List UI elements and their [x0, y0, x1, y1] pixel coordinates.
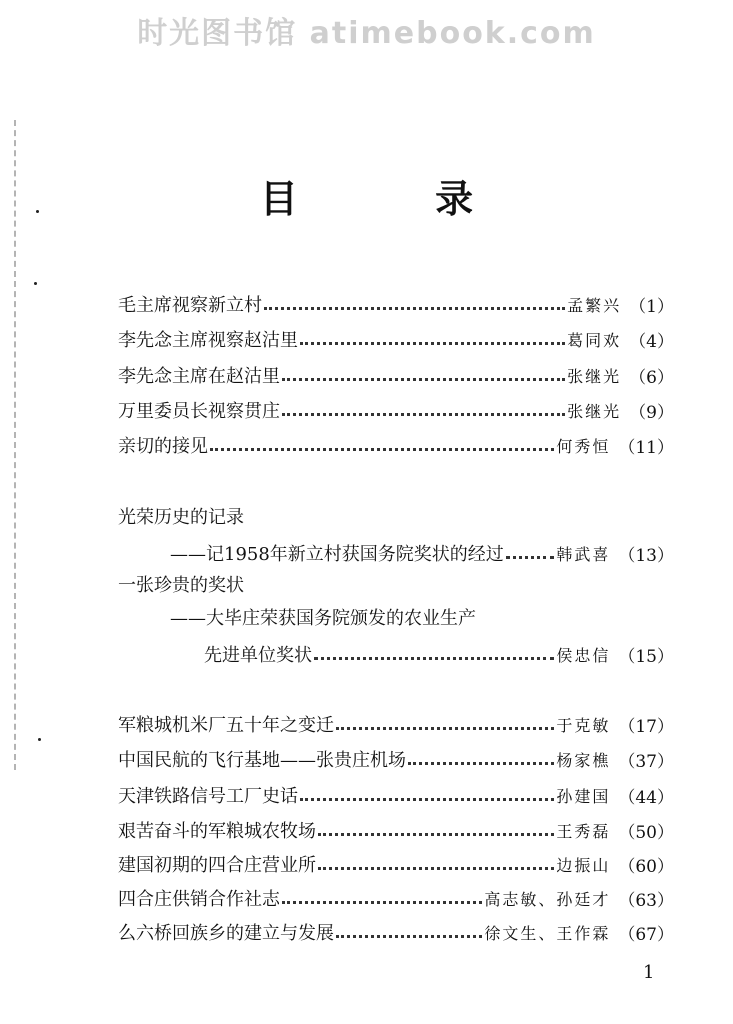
entry-page: （37） [618, 751, 674, 772]
entry-author: 张继光 [567, 401, 622, 421]
dot-leader [408, 762, 554, 765]
entry-author: 何秀恒 [556, 436, 611, 456]
entry-title: 建国初期的四合庄营业所 [118, 855, 316, 876]
entry-title: 艰苦奋斗的军粮城农牧场 [118, 821, 316, 842]
entry-author: 孙建国 [556, 786, 611, 806]
entry-title: 李先念主席视察赵沽里 [118, 330, 298, 351]
entry-title: 亲切的接见 [118, 436, 208, 457]
dot-leader [282, 378, 565, 381]
entry-author: 徐文生、王作霖 [484, 923, 611, 943]
entry-page: （13） [618, 545, 674, 566]
scan-speck [38, 738, 41, 741]
entry-title[interactable]: 一张珍贵的奖状 [118, 575, 244, 596]
toc-entry[interactable] [118, 850, 674, 878]
toc-entry[interactable] [118, 781, 674, 809]
entry-title: 中国民航的飞行基地——张贵庄机场 [118, 750, 406, 771]
watermark: 时光图书馆 atimebook.com [137, 16, 596, 51]
entry-author: 高志敏、孙廷才 [484, 889, 611, 909]
dot-leader [336, 935, 482, 938]
toc-entry[interactable] [118, 325, 674, 353]
entry-subtitle: ——大毕庄荣获国务院颁发的农业生产 [170, 608, 476, 629]
entry-page: （4） [629, 331, 674, 352]
toc-entry[interactable] [204, 640, 674, 668]
toc-entry[interactable] [170, 539, 674, 567]
entry-title: 军粮城机米厂五十年之变迁 [118, 715, 334, 736]
dot-leader [506, 556, 555, 559]
entry-author: 边振山 [556, 855, 611, 875]
entry-title: 么六桥回族乡的建立与发展 [118, 923, 334, 944]
dot-leader [300, 798, 554, 801]
entry-title: 毛主席视察新立村 [118, 295, 262, 316]
entry-subtitle: 先进单位奖状 [204, 645, 312, 666]
entry-page: （9） [629, 402, 674, 423]
scan-speck [34, 282, 37, 285]
entry-page: （15） [618, 646, 674, 667]
toc-entry[interactable] [118, 290, 674, 318]
toc-entry[interactable] [118, 745, 674, 773]
page-number: 1 [643, 962, 655, 983]
entry-author: 韩武喜 [556, 544, 611, 564]
dot-leader [336, 727, 554, 730]
entry-author: 孟繁兴 [567, 295, 622, 315]
entry-page: （11） [618, 437, 674, 458]
entry-page: （60） [618, 856, 674, 877]
entry-author: 侯忠信 [556, 645, 611, 665]
dot-leader [282, 413, 565, 416]
entry-title[interactable]: 光荣历史的记录 [118, 507, 244, 528]
dot-leader [210, 448, 554, 451]
entry-page: （67） [618, 924, 674, 945]
toc-entry[interactable] [118, 396, 674, 424]
entry-page: （44） [618, 787, 674, 808]
dot-leader [282, 901, 482, 904]
entry-page: （50） [618, 822, 674, 843]
entry-page: （6） [629, 367, 674, 388]
toc-entry[interactable] [118, 710, 674, 738]
entry-page: （17） [618, 716, 674, 737]
toc-entry[interactable] [118, 361, 674, 389]
entry-author: 葛同欢 [567, 330, 622, 350]
entry-title: 万里委员长视察贯庄 [118, 401, 280, 422]
entry-author: 王秀磊 [556, 821, 611, 841]
dot-leader [318, 867, 554, 870]
entry-title: 李先念主席在赵沽里 [118, 366, 280, 387]
entry-page: （1） [629, 296, 674, 317]
entry-author: 杨家樵 [556, 750, 611, 770]
toc-entry[interactable] [118, 431, 674, 459]
entry-title: 四合庄供销合作社志 [118, 889, 280, 910]
toc-entry[interactable] [118, 918, 674, 946]
dot-leader [314, 657, 554, 660]
toc-entry[interactable] [118, 884, 674, 912]
entry-page: （63） [618, 890, 674, 911]
dot-leader [300, 342, 565, 345]
entry-subtitle: ——记1958年新立村获国务院奖状的经过 [170, 544, 504, 565]
page-title: 目 录 [259, 176, 536, 221]
dot-leader [318, 833, 554, 836]
entry-author: 于克敏 [556, 715, 611, 735]
dot-leader [264, 307, 565, 310]
entry-title: 天津铁路信号工厂史话 [118, 786, 298, 807]
toc-entry[interactable] [118, 816, 674, 844]
entry-author: 张继光 [567, 366, 622, 386]
